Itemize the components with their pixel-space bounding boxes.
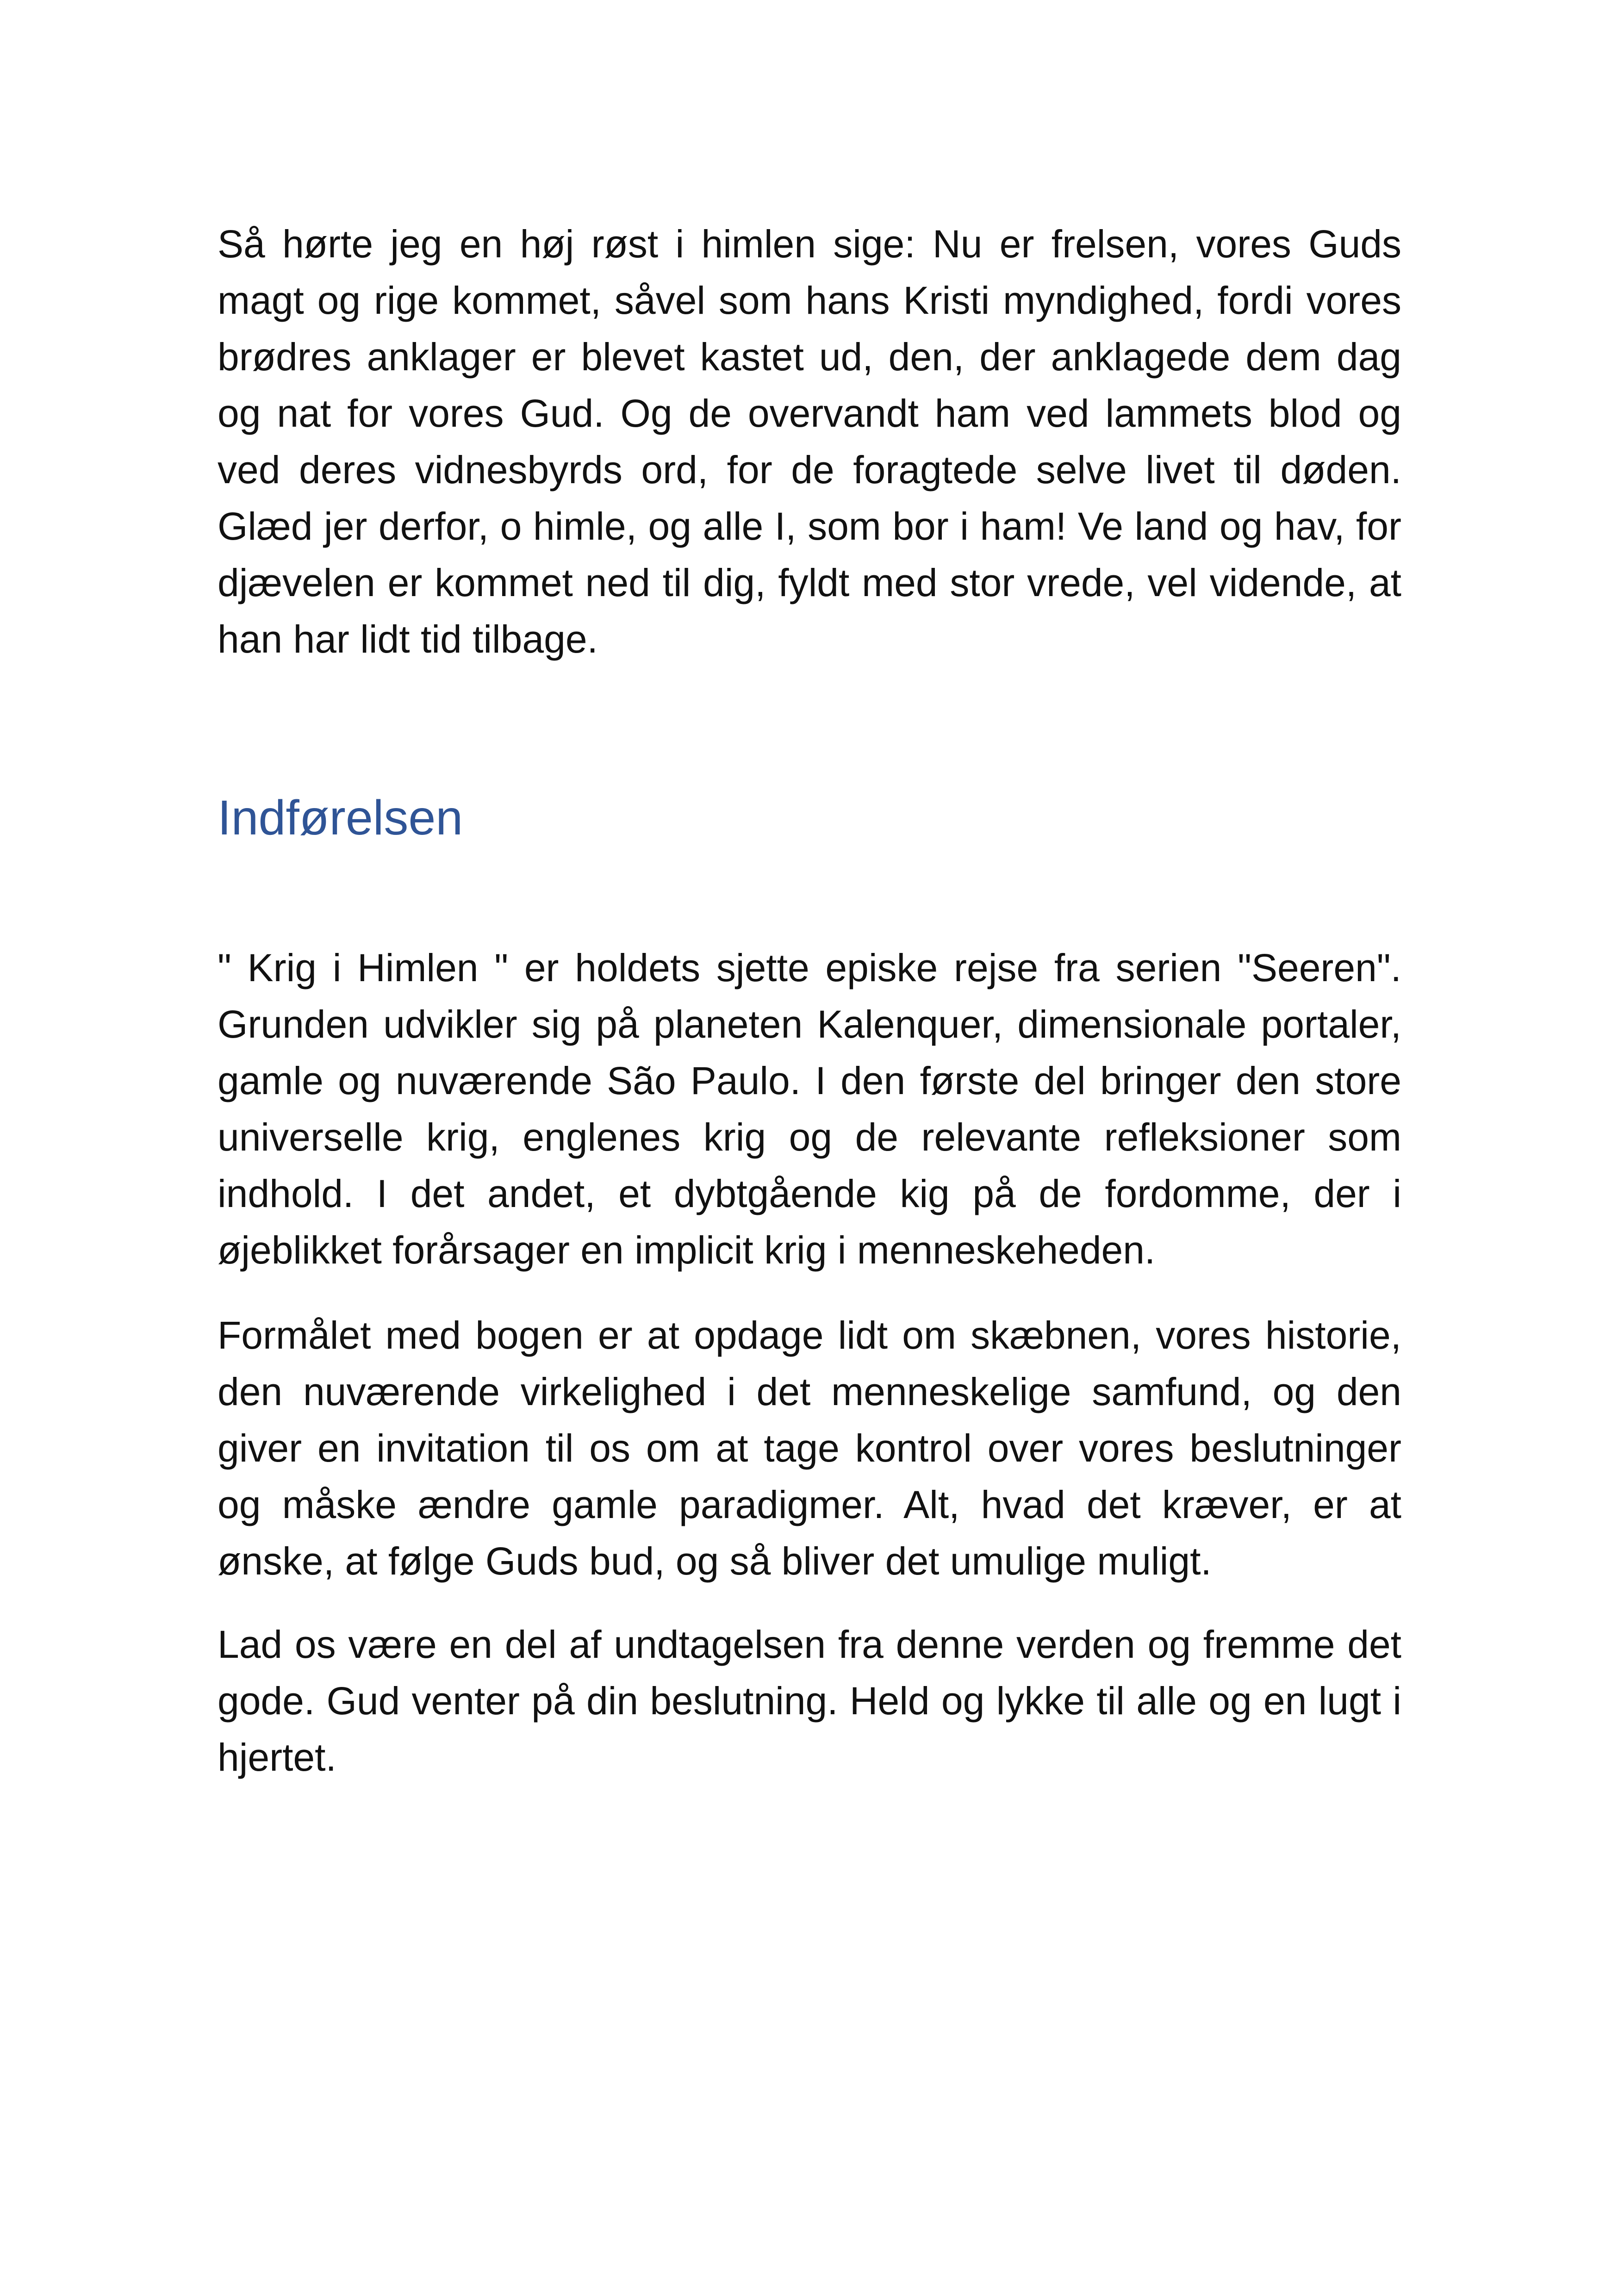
body-paragraph-3: Formålet med bogen er at opdage lidt om skæbnen, vores historie, den nuværende virkelighed i det menneskelige samfund, og den giver en invitation til os om at tage kontrol over vores beslutninger og måske ændre gamle paradigmer. Alt, hvad det kræver, er at ønske, at følge Guds bud, og så bliver det umulige muligt.	[218, 1313, 1401, 1583]
body-paragraph-4: Lad os være en del af undtagelsen fra denne verden og fremme det gode. Gud venter på din beslutning. Held og lykke til alle og en lugt i hjertet.	[218, 1623, 1401, 1779]
body-paragraph-2: " Krig i Himlen " er holdets sjette episke rejse fra serien "Seeren". Grunden udvikler sig på planeten Kalenquer, dimensionale portaler, gamle og nuværende São Paulo. I den første del bringer den store universelle krig, englenes krig og de relevante refleksioner som indhold. I det andet, et dybtgående kig på de fordomme, der i øjeblikket forårsager en implicit krig i menneskeheden.	[218, 946, 1401, 1272]
body-paragraph-1: Så hørte jeg en høj røst i himlen sige: Nu er frelsen, vores Guds magt og rige kommet, såvel som hans Kristi myndighed, fordi vores brødres anklager er blevet kastet ud, den, der anklagede dem dag og nat for vores Gud. Og de overvandt ham ved lammets blod og ved deres vidnesbyrds ord, for de foragtede selve livet til døden. Glæd jer derfor, o himle, og alle I, som bor i ham! Ve land og hav, for djævelen er kommet ned til dig, fyldt med stor vrede, vel vidende, at han har lidt tid tilbage.	[218, 222, 1401, 661]
section-heading: Indførelsen	[218, 790, 463, 845]
